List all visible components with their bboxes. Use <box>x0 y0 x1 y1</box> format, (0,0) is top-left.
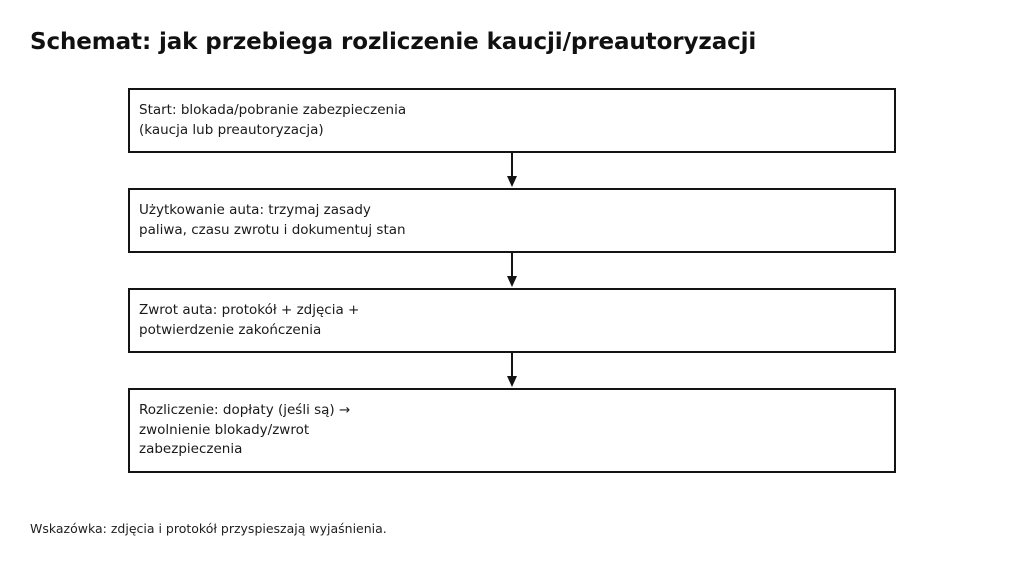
flow-connector-3 <box>128 353 896 388</box>
flow-node-uzytkowanie <box>128 188 896 253</box>
flow-node-zwrot-line-1: Zwrot auta: protokół + zdjęcia + <box>139 302 360 318</box>
arrow-down-icon <box>507 376 517 387</box>
flow-node-rozliczenie-line-1: Rozliczenie: dopłaty (jeśli są) → <box>139 402 351 418</box>
arrow-down-icon <box>507 176 517 187</box>
flow-node-zwrot-line-2: potwierdzenie zakończenia <box>139 321 322 338</box>
flow-node-uzytkowanie-line-1: Użytkowanie auta: trzymaj zasady <box>139 202 371 218</box>
flow-connector-2 <box>128 253 896 288</box>
flow-node-rozliczenie-line-2: zwolnienie blokady/zwrot <box>139 421 310 438</box>
page-title: Schemat: jak przebiega rozliczenie kaucji/preautoryzacji <box>30 29 757 55</box>
flow-node-zwrot <box>128 288 896 353</box>
flowchart <box>128 88 896 473</box>
flow-node-start <box>128 88 896 153</box>
flow-node-rozliczenie-line-3: zabezpieczenia <box>139 441 243 457</box>
flow-node-rozliczenie <box>128 388 896 473</box>
arrow-down-icon <box>507 276 517 287</box>
flow-connector-1 <box>128 153 896 188</box>
flow-node-start-line-1: Start: blokada/pobranie zabezpieczenia <box>139 102 407 118</box>
flow-node-start-line-2: (kaucja lub preautoryzacja) <box>139 121 324 138</box>
footnote-hint: Wskazówka: zdjęcia i protokół przyspieszają wyjaśnienia. <box>30 521 387 536</box>
flow-node-uzytkowanie-line-2: paliwa, czasu zwrotu i dokumentuj stan <box>139 221 406 238</box>
